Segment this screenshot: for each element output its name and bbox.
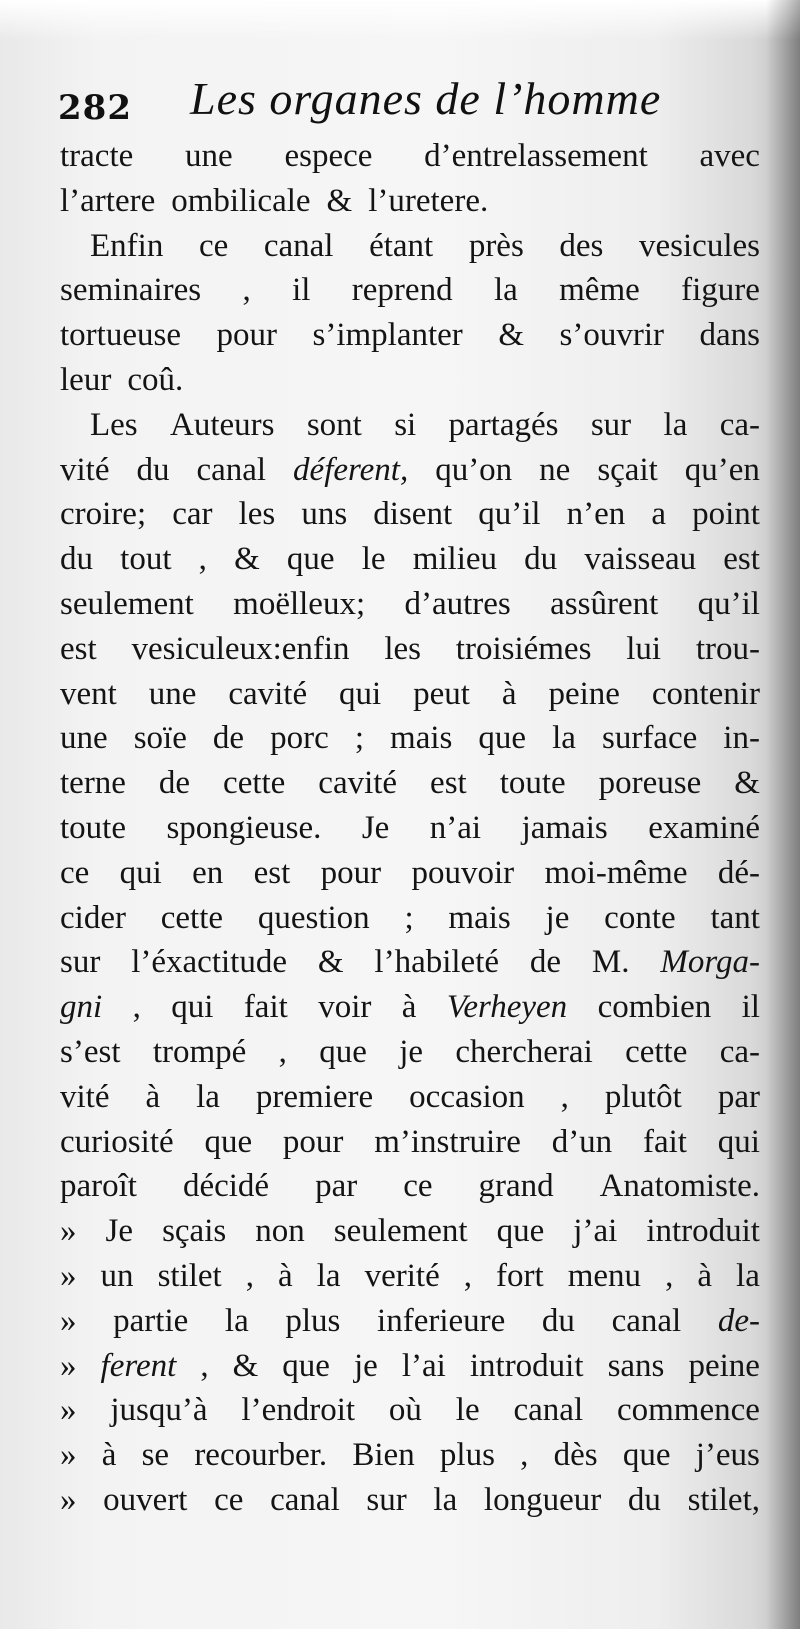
word: dans xyxy=(699,317,760,354)
word: la xyxy=(433,1481,458,1518)
word: se xyxy=(141,1437,170,1474)
word: canal xyxy=(270,1481,340,1518)
word: , xyxy=(200,1347,209,1384)
word: , xyxy=(242,272,251,309)
word: premiere xyxy=(255,1078,374,1115)
running-title: Les organes de l’homme xyxy=(190,73,662,124)
word: , xyxy=(665,1257,674,1294)
word: décidé xyxy=(182,1168,270,1205)
word: le xyxy=(361,541,386,578)
word: porc xyxy=(270,720,329,757)
word: tortueuse xyxy=(60,317,181,354)
word: que xyxy=(622,1437,671,1474)
word: en xyxy=(192,854,224,891)
word: introduit xyxy=(646,1213,760,1250)
word: canal xyxy=(513,1392,584,1429)
word: la xyxy=(552,720,576,757)
word: , xyxy=(463,1257,472,1294)
text-line xyxy=(60,1344,760,1389)
word: les xyxy=(384,630,421,667)
word: que xyxy=(286,541,335,578)
word: ferent xyxy=(100,1347,177,1384)
word: question xyxy=(257,899,370,936)
word: combien xyxy=(597,989,712,1026)
text-line xyxy=(60,1075,760,1120)
word: sçait xyxy=(597,451,658,488)
word: & xyxy=(498,317,524,354)
word: ; xyxy=(404,899,414,936)
word: sans xyxy=(607,1347,665,1384)
word: stilet, xyxy=(687,1481,760,1518)
word: a xyxy=(651,496,667,533)
word: seulement xyxy=(333,1213,468,1250)
word: de xyxy=(529,944,562,981)
text-line xyxy=(60,1388,760,1433)
word: Je xyxy=(105,1213,134,1250)
word: seulement xyxy=(60,585,194,622)
word: plus xyxy=(285,1302,341,1339)
word: à xyxy=(501,675,517,712)
word: surface xyxy=(601,720,698,757)
word: peine xyxy=(688,1347,760,1384)
word: moi-même xyxy=(544,854,688,891)
word: croire; xyxy=(60,496,147,533)
word: dès xyxy=(553,1437,598,1474)
word: trou- xyxy=(695,630,760,667)
word: qui xyxy=(119,854,162,891)
word: partagés xyxy=(448,406,559,443)
word: à xyxy=(278,1257,293,1294)
word: disent xyxy=(373,496,453,533)
word: sur xyxy=(60,944,101,981)
word: est xyxy=(60,630,97,667)
word: plus xyxy=(439,1437,495,1474)
text-line xyxy=(60,1478,760,1523)
word: fait xyxy=(643,1123,687,1160)
word: tant xyxy=(710,899,760,936)
word: par xyxy=(315,1168,358,1205)
word: grand xyxy=(478,1168,554,1205)
word: cavité xyxy=(228,675,308,712)
text-line xyxy=(60,627,760,672)
word: examiné xyxy=(648,809,760,846)
word: est xyxy=(430,765,467,802)
word: jusqu’à xyxy=(110,1392,208,1429)
word: que xyxy=(496,1213,545,1250)
text-line xyxy=(60,761,760,806)
word: espece xyxy=(284,138,373,174)
word: Morga- xyxy=(660,944,760,981)
word: recourber. xyxy=(194,1437,328,1474)
gutter-shadow xyxy=(766,0,800,1629)
word: l’éxactitude xyxy=(131,944,287,981)
word: troisiémes xyxy=(455,630,592,667)
text-line xyxy=(60,134,760,179)
word: canal xyxy=(263,227,334,264)
word: ce xyxy=(403,1168,433,1205)
word: étant xyxy=(369,227,434,264)
word: moëlleux; xyxy=(233,585,366,622)
word: inferieure xyxy=(377,1302,506,1339)
word: » xyxy=(60,1213,77,1250)
word: une xyxy=(60,720,108,757)
word: figure xyxy=(681,272,760,309)
word: que xyxy=(478,720,527,757)
word: déferent, xyxy=(293,451,409,488)
word: je xyxy=(353,1347,378,1384)
word: la xyxy=(224,1302,249,1339)
word: d’entrelassement xyxy=(424,138,648,174)
word: verité xyxy=(364,1257,440,1294)
text-line xyxy=(60,179,760,224)
word: » xyxy=(60,1302,77,1339)
word: les xyxy=(238,496,276,533)
word: Je xyxy=(361,809,390,846)
word: près xyxy=(468,227,524,264)
word: non xyxy=(255,1213,305,1250)
word: une xyxy=(148,675,197,712)
word: , xyxy=(245,1257,255,1294)
word: qu’en xyxy=(684,451,760,488)
text-line xyxy=(60,1209,760,1254)
word: poreuse xyxy=(598,765,702,802)
word: in- xyxy=(723,720,760,757)
word: uns xyxy=(301,496,348,533)
word: s’est xyxy=(60,1033,121,1070)
word: » xyxy=(60,1481,77,1518)
text-line xyxy=(60,492,760,537)
word: qui xyxy=(339,675,382,712)
word: ombilicale xyxy=(171,182,311,219)
word: chercherai xyxy=(455,1033,593,1070)
word: ca- xyxy=(719,1033,760,1070)
word: stilet xyxy=(157,1257,222,1294)
word: qu’il xyxy=(478,496,541,533)
word: l’endroit xyxy=(241,1392,356,1429)
word: de xyxy=(212,720,245,757)
word: Les xyxy=(90,406,138,443)
word: & xyxy=(326,182,353,219)
word: n’en xyxy=(566,496,626,533)
word: spongieuse. xyxy=(166,809,322,846)
word: du xyxy=(627,1481,661,1518)
word: vité xyxy=(60,451,110,488)
word: soïe xyxy=(133,720,187,757)
text-line xyxy=(60,672,760,717)
word: j’ai xyxy=(573,1213,618,1250)
word: canal xyxy=(611,1302,682,1339)
word: où xyxy=(388,1392,422,1429)
word: qui xyxy=(717,1123,760,1160)
word: ce xyxy=(198,227,229,264)
word: la xyxy=(493,272,518,309)
word: sont xyxy=(306,406,362,443)
word: cette xyxy=(625,1033,688,1070)
word: ce xyxy=(60,854,90,891)
text-line xyxy=(60,896,760,941)
word: terne xyxy=(60,765,126,802)
word: du xyxy=(136,451,170,488)
word: plutôt xyxy=(604,1078,682,1115)
word: n’ai xyxy=(429,809,482,846)
word: , xyxy=(198,541,207,578)
word: s’ouvrir xyxy=(559,317,664,354)
word: mais xyxy=(448,899,511,936)
word: toute xyxy=(60,809,126,846)
word: vité xyxy=(60,1078,110,1115)
word: jamais xyxy=(521,809,608,846)
text-line xyxy=(60,313,760,358)
word: introduit xyxy=(469,1347,584,1384)
text-line xyxy=(60,448,760,493)
word: leur xyxy=(60,361,112,398)
word: , xyxy=(132,989,141,1026)
word: » xyxy=(60,1347,77,1384)
word: le xyxy=(455,1392,480,1429)
word: avec xyxy=(699,138,760,174)
word: lui xyxy=(626,630,662,667)
word: peine xyxy=(548,675,620,712)
word: coû. xyxy=(127,361,184,398)
word: sur xyxy=(366,1481,407,1518)
word: curiosité xyxy=(60,1123,174,1160)
word: fait xyxy=(243,989,288,1026)
word: l’artere xyxy=(60,182,156,219)
word: s’implanter xyxy=(312,317,463,354)
word: Anatomiste. xyxy=(599,1168,760,1205)
word: partie xyxy=(113,1302,189,1339)
word: point xyxy=(692,496,760,533)
word: M. xyxy=(591,944,630,981)
word: peut xyxy=(413,675,470,712)
word: » xyxy=(60,1257,77,1294)
word: vesicules xyxy=(639,227,760,264)
text-line xyxy=(60,1433,760,1478)
word: canal xyxy=(196,451,267,488)
text-line xyxy=(60,806,760,851)
word: cette xyxy=(160,899,224,936)
word: que xyxy=(204,1123,253,1160)
word: vent xyxy=(60,675,117,712)
text-line xyxy=(60,537,760,582)
word: assûrent xyxy=(550,585,659,622)
text-line xyxy=(60,224,760,269)
text-line xyxy=(60,1120,760,1165)
word: ce xyxy=(214,1481,244,1518)
word: la xyxy=(663,406,688,443)
word: la xyxy=(196,1078,220,1115)
word: je xyxy=(545,899,570,936)
word: qui xyxy=(171,989,214,1026)
word: un xyxy=(100,1257,134,1294)
word: à xyxy=(697,1257,713,1294)
word: la xyxy=(736,1257,760,1294)
word: du xyxy=(541,1302,575,1339)
word: Verheyen xyxy=(446,989,568,1026)
text-line xyxy=(60,940,760,985)
word: ne xyxy=(539,451,571,488)
text-line xyxy=(60,1299,760,1344)
word: » xyxy=(60,1437,77,1474)
word: , xyxy=(520,1437,529,1474)
word: d’autres xyxy=(404,585,511,622)
text-line xyxy=(60,1030,760,1075)
word: occasion xyxy=(409,1078,525,1115)
word: des xyxy=(559,227,604,264)
word: sçais xyxy=(162,1213,227,1250)
word: de- xyxy=(717,1302,760,1339)
page-header xyxy=(58,72,758,142)
word: il xyxy=(292,272,311,309)
text-line xyxy=(60,358,760,403)
word: car xyxy=(172,496,213,533)
word: & xyxy=(734,765,760,802)
word: pour xyxy=(216,317,277,354)
word: milieu xyxy=(412,541,498,578)
word: l’uretere. xyxy=(368,182,489,219)
word: à xyxy=(101,1437,117,1474)
word: par xyxy=(717,1078,760,1115)
word: cider xyxy=(60,899,126,936)
text-line xyxy=(60,851,760,896)
word: à xyxy=(145,1078,161,1115)
word: vaisseau xyxy=(584,541,697,578)
text-line xyxy=(60,403,760,448)
word: contenir xyxy=(651,675,760,712)
word: & xyxy=(232,1347,259,1384)
word: vesiculeux:enfin xyxy=(131,630,350,667)
word: est xyxy=(723,541,760,578)
word: toute xyxy=(499,765,566,802)
word: conte xyxy=(604,899,676,936)
word: du xyxy=(60,541,93,578)
page-number: 282 xyxy=(58,88,132,128)
word: , xyxy=(560,1078,569,1115)
word: gni xyxy=(60,989,103,1026)
word: ca- xyxy=(719,406,760,443)
word: il xyxy=(741,989,760,1026)
word: m’instruire xyxy=(374,1123,521,1160)
word: à xyxy=(401,989,417,1026)
text-line xyxy=(60,1164,760,1209)
word: commence xyxy=(616,1392,760,1429)
word: que xyxy=(282,1347,330,1384)
word: je xyxy=(399,1033,424,1070)
word: menu xyxy=(567,1257,642,1294)
word: j’eus xyxy=(695,1437,760,1474)
text-line xyxy=(60,985,760,1030)
word: & xyxy=(234,541,260,578)
word: ouvert xyxy=(103,1481,188,1518)
word: cavité xyxy=(318,765,398,802)
word: une xyxy=(185,138,233,174)
body-text xyxy=(60,134,760,1523)
word: si xyxy=(394,406,417,443)
word: Enfin xyxy=(90,227,164,264)
word: mais xyxy=(390,720,453,757)
word: est xyxy=(253,854,291,891)
word: d’un xyxy=(551,1123,613,1160)
word: la xyxy=(316,1257,341,1294)
word: même xyxy=(559,272,640,309)
word: sur xyxy=(590,406,632,443)
word: de xyxy=(158,765,191,802)
word: tracte xyxy=(60,138,134,174)
word: seminaires xyxy=(60,272,202,309)
word: paroît xyxy=(60,1168,137,1205)
word: du xyxy=(524,541,558,578)
word: l’ai xyxy=(401,1347,446,1384)
word: , xyxy=(278,1033,287,1070)
word: Auteurs xyxy=(170,406,275,443)
word: pour xyxy=(320,854,382,891)
text-line xyxy=(60,268,760,313)
text-line xyxy=(60,1254,760,1299)
word: ; xyxy=(354,720,364,757)
word: Bien xyxy=(352,1437,415,1474)
word: longueur xyxy=(483,1481,602,1518)
word: cette xyxy=(223,765,286,802)
text-line xyxy=(60,582,760,627)
word: trompé xyxy=(152,1033,247,1070)
text-line xyxy=(60,716,760,761)
word: qu’il xyxy=(697,585,760,622)
word: l’habileté xyxy=(374,944,500,981)
word: voir xyxy=(318,989,372,1026)
word: dé- xyxy=(717,854,760,891)
word: pour xyxy=(282,1123,344,1160)
word: pouvoir xyxy=(411,854,515,891)
word: que xyxy=(319,1033,367,1070)
word: » xyxy=(60,1392,77,1429)
word: fort xyxy=(496,1257,544,1294)
word: tout xyxy=(120,541,172,578)
word: qu’on xyxy=(435,451,513,488)
word: & xyxy=(317,944,344,981)
word: reprend xyxy=(351,272,453,309)
